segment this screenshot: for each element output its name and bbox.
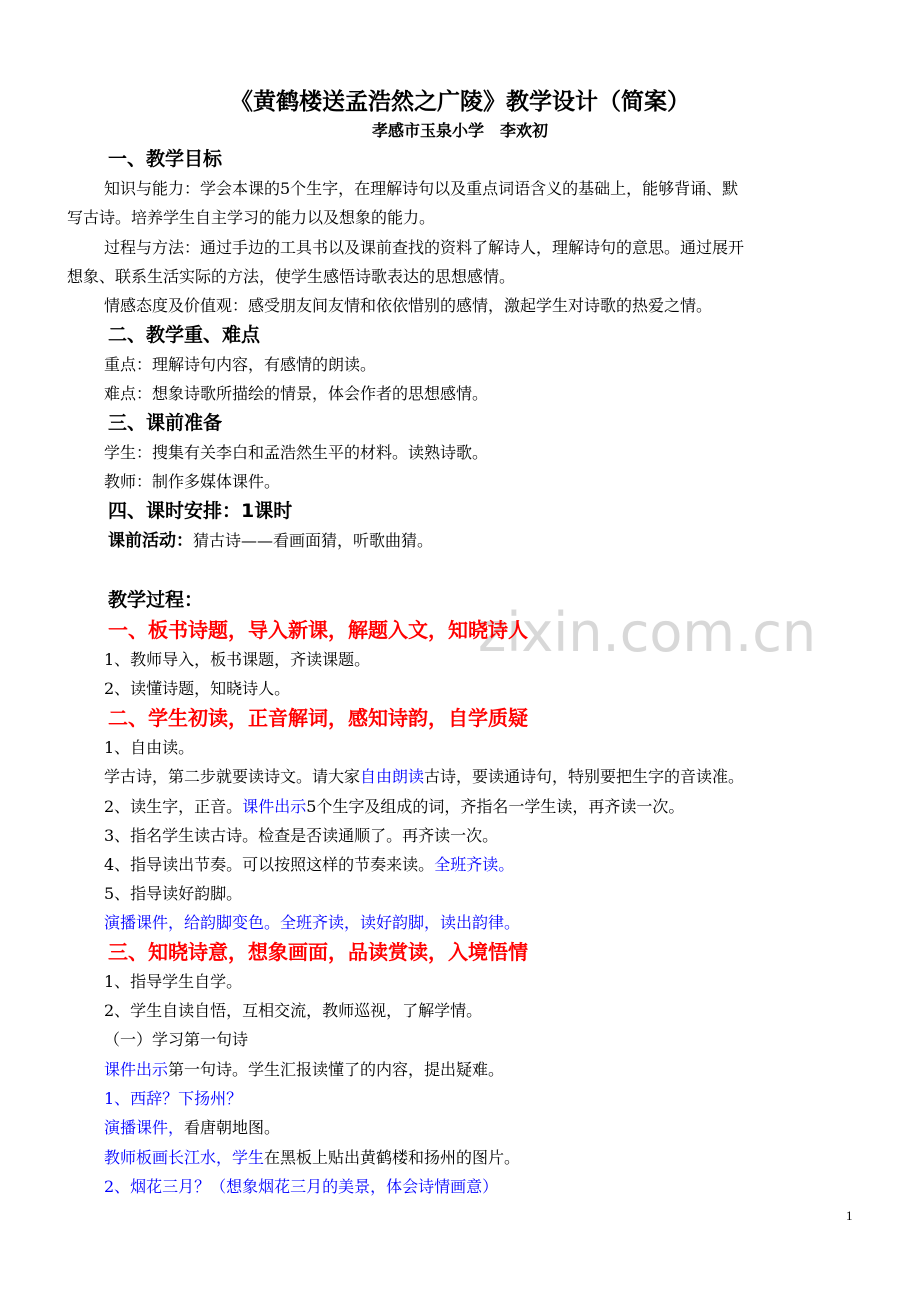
highlight-run: 演播课件， xyxy=(104,1118,185,1137)
text-run: 4、指导读出节奏。可以按照这样的节奏来读。 xyxy=(104,855,435,874)
section-heading-process: 教学过程： xyxy=(108,589,204,611)
text-run: 看唐朝地图。 xyxy=(184,1118,281,1137)
keypoint-line: 重点：理解诗句内容，有感情的朗读。 xyxy=(104,355,377,374)
highlight-run: 自由朗读 xyxy=(360,767,425,786)
step-line: 2、读懂诗题，知晓诗人。 xyxy=(104,679,291,698)
step-line: 1、教师导入，板书课题，齐读课题。 xyxy=(104,650,371,669)
section-heading-keypoints: 二、教学重、难点 xyxy=(108,324,261,346)
goal-line: 写古诗。培养学生自主学习的能力以及想象的能力。 xyxy=(67,208,436,227)
text-run: 第一句诗。学生汇报读懂了的内容，提出疑难。 xyxy=(168,1060,505,1079)
keypoint-line: 难点：想象诗歌所描绘的情景，体会作者的思想感情。 xyxy=(104,384,489,403)
highlight-run: 全班齐读。 xyxy=(434,855,515,874)
step-line xyxy=(104,797,684,817)
text-run: 5个生字及组成的词，齐指名一学生读，再齐读一次。 xyxy=(306,797,685,816)
step-line-blue: 2、烟花三月？（想象烟花三月的美景，体会诗情画意） xyxy=(104,1177,499,1196)
section-heading-prep: 三、课前准备 xyxy=(108,412,223,434)
step-heading-red: 二、学生初读，正音解词，感知诗韵，自学质疑 xyxy=(108,706,528,730)
step-line xyxy=(104,1148,520,1168)
text-run: 在黑板上贴出黄鹤楼和扬州的图片。 xyxy=(264,1148,521,1167)
prep-line: 教师：制作多媒体课件。 xyxy=(104,472,281,491)
section-heading-schedule: 四、课时安排：1课时 xyxy=(108,500,293,522)
page-number: 1 xyxy=(846,1208,853,1223)
step-line xyxy=(104,767,744,787)
document-title: 《黄鹤楼送孟浩然之广陵》教学设计（简案） xyxy=(230,89,690,115)
author-line: 孝感市玉泉小学 李欢初 xyxy=(371,121,548,140)
prep-line: 学生：搜集有关李白和孟浩然生平的材料。读熟诗歌。 xyxy=(104,443,489,462)
step-line: 2、学生自读自悟，互相交流，教师巡视，了解学情。 xyxy=(104,1001,483,1020)
pre-activity-label: 课前活动： xyxy=(108,531,193,551)
step-heading-red: 一、板书诗题，导入新课，解题入文，知晓诗人 xyxy=(108,618,528,642)
highlight-run: 课件出示 xyxy=(104,1060,169,1079)
step-line xyxy=(104,1060,504,1080)
pre-activity-text: 猜古诗——看画面猜，听歌曲猜。 xyxy=(193,531,434,550)
pre-activity-line xyxy=(108,531,433,551)
step-line: 3、指名学生读古诗。检查是否读通顺了。再齐读一次。 xyxy=(104,826,499,845)
highlight-run: 课件出示 xyxy=(242,797,307,816)
step-line-blue: 1、西辞？下扬州？ xyxy=(104,1089,243,1108)
step-line: 1、自由读。 xyxy=(104,738,195,757)
text-run: 2、读生字，正音。 xyxy=(104,797,243,816)
highlight-run: 教师板画长江水，学生 xyxy=(104,1148,265,1167)
step-heading-red: 三、知晓诗意，想象画面，品读赏读，入境悟情 xyxy=(108,940,528,964)
goal-line: 过程与方法：通过手边的工具书以及课前查找的资料了解诗人，理解诗句的意思。通过展开 xyxy=(104,238,745,257)
step-line-blue: 演播课件，给韵脚变色。全班齐读，读好韵脚，读出韵律。 xyxy=(104,913,521,932)
text-run: 学古诗，第二步就要读诗文。请大家 xyxy=(104,767,361,786)
goal-line: 知识与能力：学会本课的5个生字，在理解诗句以及重点词语含义的基础上，能够背诵、默 xyxy=(104,179,739,198)
step-line: 5、指导读好韵脚。 xyxy=(104,884,243,903)
step-line xyxy=(104,1118,280,1138)
step-line xyxy=(104,855,514,875)
goal-line: 想象、联系生活实际的方法，使学生感悟诗歌表达的思想感情。 xyxy=(67,267,516,286)
step-line: 1、指导学生自学。 xyxy=(104,972,243,991)
section-heading-goals: 一、教学目标 xyxy=(108,148,223,170)
text-run: 古诗，要读通诗句，特别要把生字的音读准。 xyxy=(424,767,745,786)
goal-line: 情感态度及价值观：感受朋友间友情和依依惜别的感情，激起学生对诗歌的热爱之情。 xyxy=(104,296,713,315)
step-line: （一）学习第一句诗 xyxy=(104,1030,249,1049)
watermark: zixin.com.cn xyxy=(478,601,817,664)
